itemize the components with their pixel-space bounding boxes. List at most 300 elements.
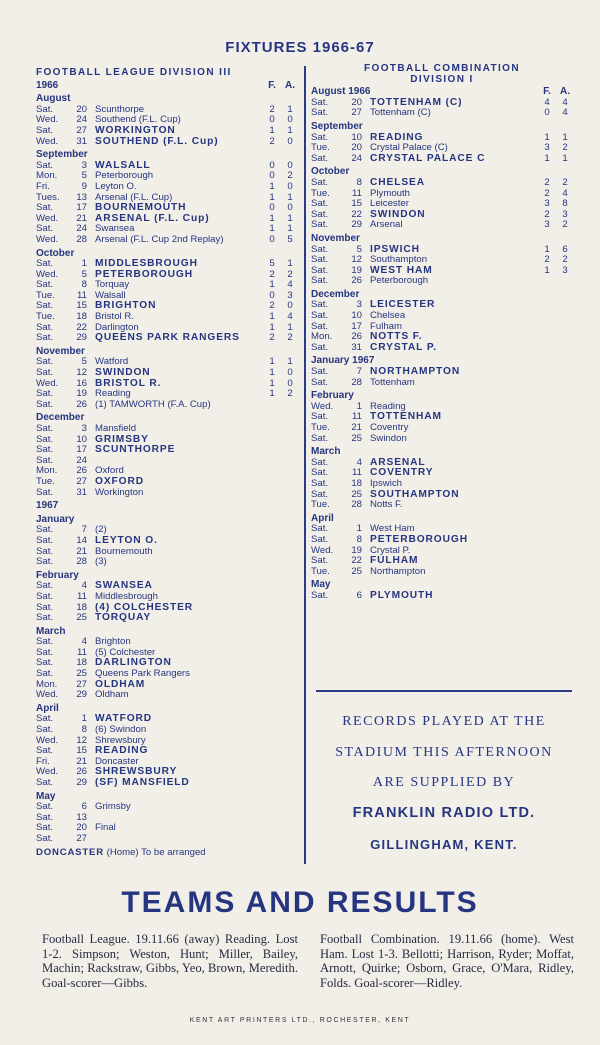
score-for: 0 — [269, 289, 275, 301]
score-for — [266, 778, 278, 789]
score-for — [266, 424, 278, 435]
fixture-opponent: Oxford — [95, 466, 124, 477]
month-label: April — [36, 702, 59, 714]
score-against: 1 — [287, 124, 293, 136]
fixture-score — [266, 488, 298, 499]
league-result-text: Football League. 19.11.66 (away) Reading. Lost 1-2. Simpson; Weston, Hunt; Miller, Bailey, Machin; Rackstraw, Gibbs, Yeo, Brown, Meredith. Goal-scorer—Gibbs. — [42, 932, 298, 990]
score-against: 2 — [287, 388, 293, 400]
fixture-opponent: Walsall — [95, 290, 126, 301]
fixture-day: Sat. — [36, 657, 54, 669]
fixture-score — [266, 603, 298, 614]
score-against — [559, 332, 571, 343]
month-heading — [36, 792, 298, 803]
fixture-date: 11 — [352, 411, 362, 423]
fixture-date: 29 — [76, 332, 87, 344]
fixture-day: Tue. — [311, 499, 330, 511]
fixture-day: Tue. — [311, 565, 330, 577]
fixture-row — [311, 490, 573, 501]
score-against: 4 — [562, 187, 568, 199]
score-against: 8 — [562, 198, 568, 210]
fixture-date: 10 — [351, 310, 362, 322]
fixture-date: 26 — [76, 465, 87, 477]
score-for — [266, 736, 278, 747]
fixture-row — [36, 115, 298, 126]
fixture-date: 11 — [352, 187, 362, 199]
fixture-opponent: ARSENAL — [370, 457, 426, 468]
fixture-row — [36, 323, 298, 334]
month-group — [36, 571, 298, 624]
score-for: 1 — [269, 311, 275, 323]
score-against: 2 — [562, 142, 568, 154]
fixture-row — [311, 245, 573, 256]
score-against — [284, 592, 296, 603]
score-for: 0 — [269, 159, 275, 171]
score-against — [284, 834, 296, 845]
score-for — [266, 658, 278, 669]
month-heading — [36, 515, 298, 526]
fixture-date: 8 — [356, 176, 362, 188]
fixture-opponent: (3) — [95, 557, 107, 568]
score-against — [559, 300, 571, 311]
fixture-date: 29 — [76, 689, 87, 701]
fixture-opponent: TOTTENHAM (C) — [370, 97, 463, 108]
fixture-day: Sat. — [36, 668, 54, 680]
fixture-score — [266, 466, 298, 477]
fixture-opponent: Leyton O. — [95, 181, 137, 192]
score-for — [266, 477, 278, 488]
month-heading — [36, 347, 298, 358]
fixture-row — [311, 591, 573, 602]
fixture-row — [311, 479, 573, 490]
fixture-day: Sat. — [311, 264, 329, 276]
fixture-score — [541, 458, 573, 469]
fixture-row — [36, 280, 298, 291]
fixture-score — [541, 108, 573, 119]
fixture-row — [311, 378, 573, 389]
score-against: 6 — [562, 243, 568, 255]
month-heading — [311, 122, 573, 133]
fixture-day: Sat. — [311, 131, 329, 143]
fixture-score — [266, 757, 298, 768]
fixture-opponent — [95, 456, 266, 467]
fixture-score — [266, 126, 298, 137]
score-for: 2 — [544, 176, 550, 188]
fixture-opponent: Northampton — [370, 566, 426, 577]
score-for — [541, 524, 553, 535]
fixture-score — [541, 434, 573, 445]
score-against — [284, 714, 296, 725]
score-for — [266, 725, 278, 736]
fixture-opponent: CRYSTAL P. — [370, 342, 437, 353]
fixture-date: 31 — [76, 486, 87, 498]
fixture-date: 27 — [76, 832, 87, 844]
fixture-date: 21 — [351, 422, 362, 433]
fixture-date: 21 — [76, 545, 87, 557]
fixture-date: 17 — [351, 320, 362, 332]
fixture-row — [311, 332, 573, 343]
fixture-opponent: Scunthorpe — [95, 104, 145, 115]
fixture-date: 8 — [81, 724, 87, 736]
score-for — [266, 435, 278, 446]
fixture-row — [311, 500, 573, 511]
score-for — [541, 412, 553, 423]
fixture-date: 11 — [77, 590, 87, 602]
month-heading — [311, 514, 573, 525]
fixture-date: 21 — [76, 755, 87, 767]
footer-note: (Home) To be arranged — [103, 846, 206, 858]
fixture-date: 26 — [76, 398, 87, 410]
score-against — [284, 603, 296, 614]
score-against — [284, 488, 296, 499]
month-label: November — [36, 345, 85, 357]
fixture-date: 6 — [81, 801, 87, 813]
month-label: 1966 — [36, 79, 59, 91]
fixture-row — [36, 445, 298, 456]
fixture-row — [36, 823, 298, 834]
combination-division: DIVISION I — [410, 73, 474, 85]
fixture-row — [311, 567, 573, 578]
score-against: 0 — [287, 367, 293, 379]
page-title: FIXTURES 1966-67 — [225, 39, 375, 56]
fixture-row — [36, 424, 298, 435]
month-heading — [36, 501, 298, 512]
league-fixtures — [36, 68, 298, 858]
score-for: 1 — [544, 243, 550, 255]
fixture-row — [36, 137, 298, 148]
fixture-row — [36, 714, 298, 725]
score-against — [559, 412, 571, 423]
score-against — [559, 458, 571, 469]
league-footer — [36, 848, 298, 859]
month-heading — [36, 94, 298, 105]
fixture-opponent: (6) Swindon — [95, 725, 147, 736]
fixture-score — [266, 536, 298, 547]
month-label: October — [311, 166, 350, 178]
score-against: 1 — [287, 212, 293, 224]
score-for — [541, 567, 553, 578]
fixture-opponent: Arsenal — [370, 220, 403, 231]
fixture-score — [266, 547, 298, 558]
fixture-opponent: Peterborough — [95, 171, 154, 182]
combination-fixtures — [311, 64, 573, 605]
fixture-date: 27 — [351, 107, 362, 119]
fixture-row — [36, 536, 298, 547]
fixture-row — [36, 658, 298, 669]
fixture-date: 5 — [81, 356, 87, 368]
month-group — [311, 290, 573, 354]
fixture-score — [266, 690, 298, 701]
fixture-date: 6 — [356, 589, 362, 601]
fixture-score — [266, 435, 298, 446]
fixture-day: Sat. — [311, 176, 329, 188]
fixture-day: Mon. — [36, 170, 58, 182]
score-for: 1 — [544, 264, 550, 276]
fixture-score — [266, 680, 298, 691]
score-for — [541, 343, 553, 354]
fixture-row — [36, 291, 298, 302]
fixture-day: Sat. — [311, 198, 329, 210]
score-for — [541, 434, 553, 445]
score-for — [541, 490, 553, 501]
fixture-date: 19 — [351, 544, 362, 556]
score-for — [266, 592, 278, 603]
fixture-date: 28 — [76, 556, 87, 568]
fixture-day: Tue. — [36, 289, 55, 301]
score-against: 4 — [287, 311, 293, 323]
fixture-date: 11 — [77, 289, 87, 301]
fixture-opponent: Plymouth — [370, 188, 410, 199]
score-against: 2 — [562, 176, 568, 188]
fixture-row — [311, 133, 573, 144]
fixture-date: 7 — [356, 366, 362, 378]
combination-result-text: Football Combination. 19.11.66 (home). West Ham. Lost 1-3. Bellotti; Harrison, Ryder; Moffat, Arnott, Quirke; Osborn, Grace, O'Mara, Ridley, Folds. Goal-scorer—Ridley. — [320, 932, 574, 990]
fixture-day: Sat. — [36, 486, 54, 498]
score-for: 2 — [544, 254, 550, 266]
fixture-day: Sat. — [311, 456, 329, 468]
fixture-day: Sat. — [311, 533, 329, 545]
fixture-day: Wed. — [36, 734, 59, 746]
score-against — [284, 778, 296, 789]
fixture-day: Sat. — [36, 811, 54, 823]
fixture-row — [36, 725, 298, 736]
month-group — [36, 704, 298, 789]
score-for — [266, 466, 278, 477]
fixture-date: 27 — [76, 124, 87, 136]
fixture-date: 27 — [76, 475, 87, 487]
score-against — [284, 648, 296, 659]
fixture-score — [541, 479, 573, 490]
fixture-day: Tue. — [311, 422, 330, 433]
fixture-row — [311, 143, 573, 154]
fixture-row — [311, 311, 573, 322]
fixture-opponent: Coventry — [370, 423, 409, 433]
fixture-day: Sat. — [36, 556, 54, 568]
fixture-score — [541, 300, 573, 311]
fixture-opponent: Tottenham (C) — [370, 108, 431, 119]
fixture-score — [541, 556, 573, 567]
fixture-row — [36, 466, 298, 477]
fixture-row — [311, 458, 573, 469]
fixture-score — [266, 581, 298, 592]
fixture-day: Sat. — [36, 745, 54, 757]
fixture-day: Sat. — [36, 367, 54, 379]
month-label: August — [36, 93, 71, 105]
score-for — [541, 276, 553, 287]
fixture-day: Wed. — [36, 212, 59, 224]
fixture-day: Sat. — [36, 124, 54, 136]
month-group — [311, 447, 573, 511]
score-against — [559, 556, 571, 567]
fixture-row — [36, 235, 298, 246]
fixture-opponent: PLYMOUTH — [370, 590, 434, 601]
score-for — [266, 613, 278, 624]
fixture-score — [541, 423, 573, 434]
score-for — [266, 648, 278, 659]
score-for — [266, 813, 278, 824]
fixture-opponent: Workington — [95, 487, 144, 498]
fixture-score — [266, 445, 298, 456]
fixture-day: Sat. — [311, 555, 329, 567]
fixture-date: 25 — [351, 488, 362, 500]
against-header: A. — [285, 79, 295, 91]
score-against: 1 — [287, 321, 293, 333]
fixture-date: 31 — [76, 135, 87, 147]
fixture-row — [36, 592, 298, 603]
score-against: 4 — [562, 96, 568, 108]
month-group — [36, 150, 298, 245]
month-label: April — [311, 512, 334, 524]
fixture-score — [266, 778, 298, 789]
fixture-opponent: PETERBOROUGH — [370, 534, 468, 545]
fixture-score — [541, 412, 573, 423]
score-against: 2 — [287, 332, 293, 344]
fixture-date: 8 — [356, 533, 362, 545]
fixture-row — [36, 557, 298, 568]
fixture-opponent: OXFORD — [95, 476, 144, 487]
month-label: May — [36, 790, 56, 802]
fixture-opponent: Arsenal (F.L. Cup) — [95, 192, 173, 203]
score-against — [559, 546, 571, 557]
fixture-day: Wed. — [36, 135, 59, 147]
fixture-day: Sat. — [36, 202, 54, 214]
fixture-score — [266, 802, 298, 813]
fixture-score — [541, 322, 573, 333]
fixture-row — [36, 690, 298, 701]
fixture-date: 22 — [351, 555, 362, 567]
month-group — [36, 792, 298, 845]
fixture-score — [266, 400, 298, 411]
fixture-day: Fri. — [36, 755, 50, 767]
fixture-score — [541, 500, 573, 511]
fixture-opponent: PETERBOROUGH — [95, 269, 193, 280]
fixture-date: 15 — [351, 198, 362, 210]
score-against — [559, 591, 571, 602]
month-label: March — [36, 625, 66, 637]
fixture-day: Sat. — [36, 398, 54, 410]
fixture-day: Sat. — [36, 444, 54, 456]
fixture-date: 11 — [77, 646, 87, 658]
month-group — [311, 167, 573, 231]
score-for — [266, 603, 278, 614]
fixture-opponent: Chelsea — [370, 311, 406, 322]
score-against: 0 — [287, 135, 293, 147]
score-against: 2 — [562, 219, 568, 231]
score-against — [559, 322, 571, 333]
score-for — [541, 479, 553, 490]
score-against — [559, 567, 571, 578]
score-against — [559, 490, 571, 501]
fixture-opponent: Brighton — [95, 637, 131, 648]
fixture-row — [311, 423, 573, 434]
fixture-day: Mon. — [36, 678, 58, 690]
month-label: February — [311, 390, 354, 402]
fixture-opponent: West Ham — [370, 524, 415, 535]
score-against: 1 — [287, 223, 293, 235]
combination-heading: FOOTBALL COMBINATION — [364, 63, 520, 74]
fixture-day: Wed. — [36, 268, 59, 280]
fixture-opponent: TORQUAY — [95, 613, 152, 624]
score-for: 1 — [269, 377, 275, 389]
month-heading — [311, 391, 573, 402]
month-heading — [36, 571, 298, 582]
score-for — [541, 546, 553, 557]
fixture-opponent: LEICESTER — [370, 300, 436, 311]
fixture-date: 8 — [81, 279, 87, 291]
month-group — [36, 627, 298, 701]
score-for — [266, 637, 278, 648]
fixture-row — [311, 210, 573, 221]
score-for: 4 — [544, 96, 550, 108]
fixture-day: Sat. — [36, 332, 54, 344]
fixture-score — [266, 725, 298, 736]
fixture-opponent: Peterborough — [370, 276, 429, 287]
fixture-opponent: Doncaster — [95, 756, 139, 767]
score-against — [284, 746, 296, 757]
fixture-date: 27 — [76, 678, 87, 690]
fixture-date: 26 — [351, 275, 362, 287]
month-heading — [36, 704, 298, 715]
score-for — [541, 468, 553, 479]
fixture-date: 19 — [76, 388, 87, 400]
month-group — [311, 234, 573, 287]
fixture-opponent: Middlesbrough — [95, 591, 158, 602]
fixture-date: 22 — [351, 208, 362, 220]
month-group — [36, 501, 298, 512]
fixture-opponent: Shrewsbury — [95, 735, 146, 746]
fixture-date: 22 — [76, 321, 87, 333]
score-against — [284, 581, 296, 592]
score-for: 1 — [269, 191, 275, 203]
month-group — [36, 413, 298, 498]
fixture-row — [36, 357, 298, 368]
fixture-opponent: WORKINGTON — [95, 125, 176, 136]
fixture-day: Sat. — [36, 601, 54, 613]
fixture-opponent: Reading — [370, 401, 406, 412]
score-for — [266, 746, 278, 757]
fixture-date: 25 — [76, 612, 87, 624]
fixture-row — [311, 300, 573, 311]
score-for — [266, 669, 278, 680]
combination-fixture-list — [311, 87, 573, 601]
fixture-opponent: WALSALL — [95, 160, 151, 171]
fixture-row — [36, 435, 298, 446]
fixture-row — [311, 98, 573, 109]
fixture-score — [266, 736, 298, 747]
score-against: 2 — [287, 268, 293, 280]
month-group — [36, 249, 298, 344]
fixture-opponent: Watford — [95, 357, 129, 368]
fixture-date: 10 — [76, 433, 87, 445]
score-for — [541, 458, 553, 469]
fixture-opponent: DARLINGTON — [95, 658, 172, 669]
fixture-opponent: Southend (F.L. Cup) — [95, 115, 181, 126]
score-for — [541, 402, 553, 413]
fixture-score — [266, 648, 298, 659]
fixture-opponent: Swansea — [95, 224, 135, 235]
month-heading — [311, 580, 573, 591]
fixture-score — [541, 546, 573, 557]
fixture-score — [266, 658, 298, 669]
fixture-day: Sat. — [311, 243, 329, 255]
score-against: 3 — [287, 289, 293, 301]
score-for: 3 — [544, 219, 550, 231]
fixture-date: 25 — [351, 432, 362, 444]
fixture-day: Sat. — [36, 636, 54, 648]
score-against — [284, 536, 296, 547]
fixture-day: Sat. — [36, 258, 54, 270]
fixture-date: 20 — [76, 822, 87, 834]
month-group — [311, 391, 573, 444]
